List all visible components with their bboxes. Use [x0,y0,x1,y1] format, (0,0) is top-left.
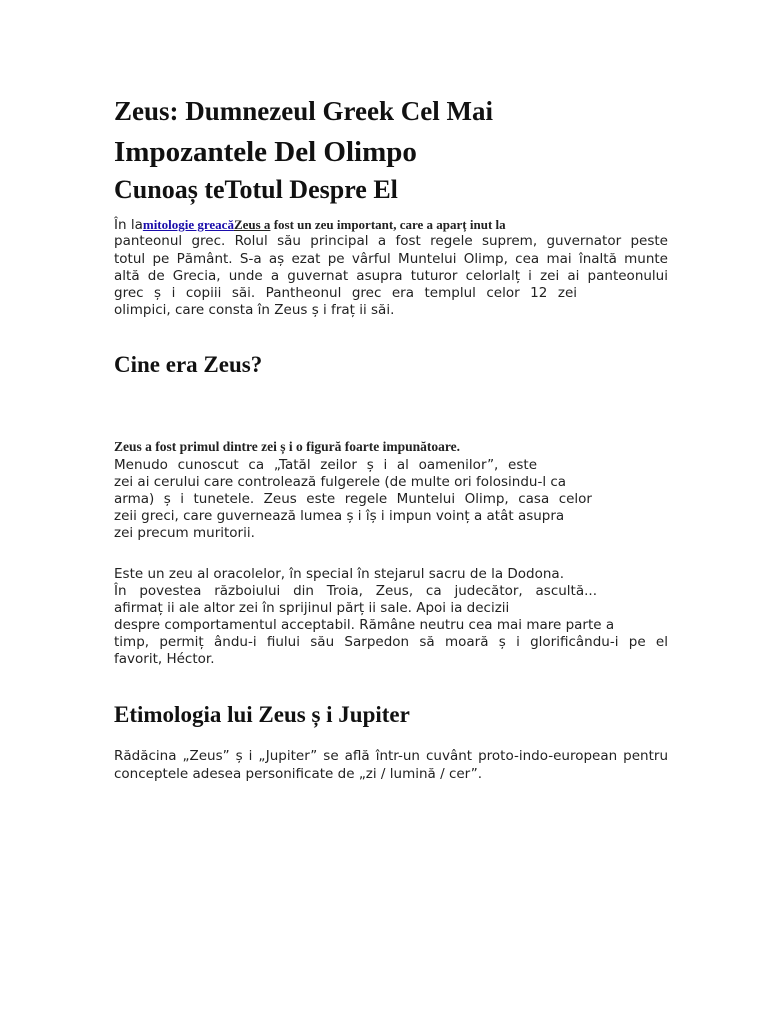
para2-line: despre comportamentul acceptabil. Rămâne neutru cea mai mare parte a [114,617,615,633]
title-line-1: Zeus: Dumnezeul Greek Cel Mai [114,96,493,126]
intro-line: altă de Grecia, unde a guvernat asupra tuturor celorlalț i zei ai panteonului [114,268,668,284]
intro-line: panteonul grec. Rolul său principal a fost regele suprem, guvernator peste [114,233,668,249]
mythology-link[interactable]: mitologie greacă [142,217,234,232]
para2-line: timp, permiț ându-i fiului său Sarpedon să moară ș i glorificându-i pe el [114,634,668,650]
para1-line: zei precum muritorii. [114,525,255,541]
intro-line: grec ș i copiii săi. Pantheonul grec era templul celor 12 zei [114,285,577,301]
etymology-line: Rădăcina „Zeus” ș i „Jupiter” se află într-un cuvânt proto-indo-european pentru [114,748,668,764]
para2-line: afirmaț ii ale altor zei în sprijinul părț ii sale. Apoi ia decizii [114,600,510,616]
intro-line: olimpici, care consta în Zeus ș i fraț ii săi. [114,302,395,318]
para1-line: zeii greci, care guvernează lumea ș i îș i impun voinț a atât asupra [114,508,565,524]
para2-line: favorit, Héctor. [114,651,215,667]
para1-line: zei ai cerului care controlează fulgerele (de multe ori folosindu-l ca [114,474,567,490]
intro-prefix: În la [114,217,143,233]
title-line-2: Impozantele Del Olimpo [114,136,417,168]
section1-lead: Zeus a fost primul dintre zei ș i o figură foarte impunătoare. [114,439,460,454]
para2-line: În povestea războiului din Troia, Zeus, ca judecător, ascultă... [114,583,597,599]
section-heading-who-was-zeus: Cine era Zeus? [114,352,263,377]
section-heading-etymology: Etimologia lui Zeus ș i Jupiter [114,702,410,727]
intro-bold-subject: Zeus a [233,217,271,232]
intro-line: totul pe Pământ. S-a aș ezat pe vârful Muntelui Olimp, cea mai înaltă munte [114,251,668,267]
intro-bold-rest: fost un zeu important, care a aparț inut la [270,217,506,232]
para1-line: Menudo cunoscut ca „Tatăl zeilor ș i al oamenilor”, este [114,457,537,473]
intro-first-line [114,216,506,234]
para1-line: arma) ș i tunetele. Zeus este regele Muntelui Olimp, casa celor [114,491,592,507]
etymology-line: conceptele adesea personificate de „zi / lumină / cer”. [114,766,483,782]
title-line-3: Cunoaș teTotul Despre El [114,175,398,204]
para2-line: Este un zeu al oracolelor, în special în stejarul sacru de la Dodona. [114,566,564,582]
